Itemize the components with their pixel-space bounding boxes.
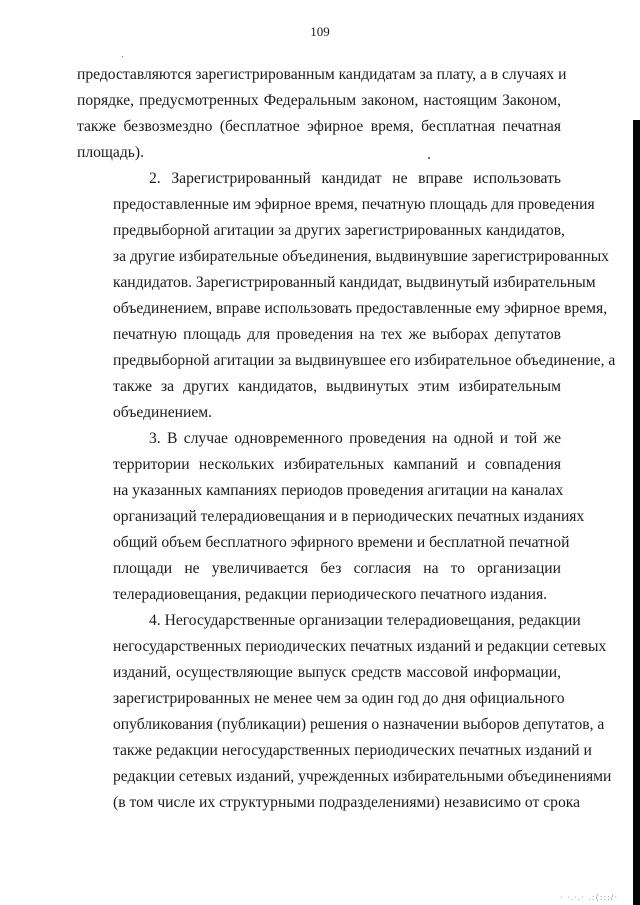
text-line: опубликования (публикации) решения о назначении выборов депутатов, а: [113, 716, 605, 733]
text-line: телерадиовещания, редакции периодического печатного издания.: [113, 586, 548, 603]
text-line: на указанных кампаниях периодов проведения агитации на каналах: [113, 482, 564, 499]
text-line: 3. В случае одновременного проведения на одной и той же: [149, 430, 561, 447]
text-line: кандидатов. Зарегистрированный кандидат, выдвинутый избирательным: [113, 274, 596, 291]
page-number: 109: [310, 24, 330, 39]
text-line: (в том числе их структурными подразделениями) независимо от срока: [113, 794, 581, 811]
body-text: [77, 62, 616, 816]
text-line: также редакции негосударственных периодических печатных изданий и: [113, 742, 592, 759]
text-line: 2. Зарегистрированный кандидат не вправе использовать: [149, 170, 561, 187]
text-line: площадь).: [77, 144, 144, 161]
text-line: предоставленные им эфирное время, печатную площадь для проведения: [113, 196, 595, 213]
text-line: порядке, предусмотренных Федеральным законом, настоящим Законом,: [77, 92, 561, 109]
scan-noise: · ·.·.· .:(:::/·: [560, 893, 619, 902]
paragraph: [77, 608, 612, 816]
text-line: площади не увеличивается без согласия на то организации: [113, 560, 561, 577]
text-line: объединением.: [113, 404, 213, 421]
text-line: также безвозмездно (бесплатное эфирное время, бесплатная печатная: [77, 118, 561, 135]
text-line: общий объем бесплатного эфирного времени и бесплатной печатной: [113, 534, 570, 551]
paragraph: [77, 166, 616, 426]
text-line: печатную площадь для проведения на тех же выборах депутатов: [113, 326, 561, 343]
text-line: объединением, вправе использовать предоставленные ему эфирное время,: [113, 300, 608, 317]
text-line: негосударственных периодических печатных изданий и редакции сетевых: [113, 638, 607, 655]
text-line: организаций телерадиовещания и в периодических печатных изданиях: [113, 508, 585, 525]
scan-speck: [122, 56, 123, 57]
scan-speck: [428, 157, 430, 159]
text-line: предвыборной агитации за других зарегистрированных кандидатов,: [113, 222, 565, 239]
text-line: также за других кандидатов, выдвинутых этим избирательным: [113, 378, 561, 395]
text-line: изданий, осуществляющие выпуск средств массовой информации,: [113, 664, 561, 681]
text-line: предоставляются зарегистрированным кандидатам за плату, а в случаях и: [77, 66, 567, 83]
text-line: предвыборной агитации за выдвинувшее его избирательное объединение, а: [113, 352, 616, 369]
text-line: территории нескольких избирательных кампаний и совпадения: [113, 456, 561, 473]
paragraph: [77, 426, 585, 608]
text-line: за другие избирательные объединения, выдвинувшие зарегистрированных: [113, 248, 609, 265]
text-line: редакции сетевых изданий, учрежденных избирательными объединениями: [113, 768, 612, 785]
text-line: зарегистрированных не менее чем за один год до дня официального: [113, 690, 565, 707]
scan-edge-shadow: [633, 120, 640, 905]
paragraph: [77, 62, 567, 166]
text-line: 4. Негосударственные организации телерадиовещания, редакции: [149, 612, 581, 629]
